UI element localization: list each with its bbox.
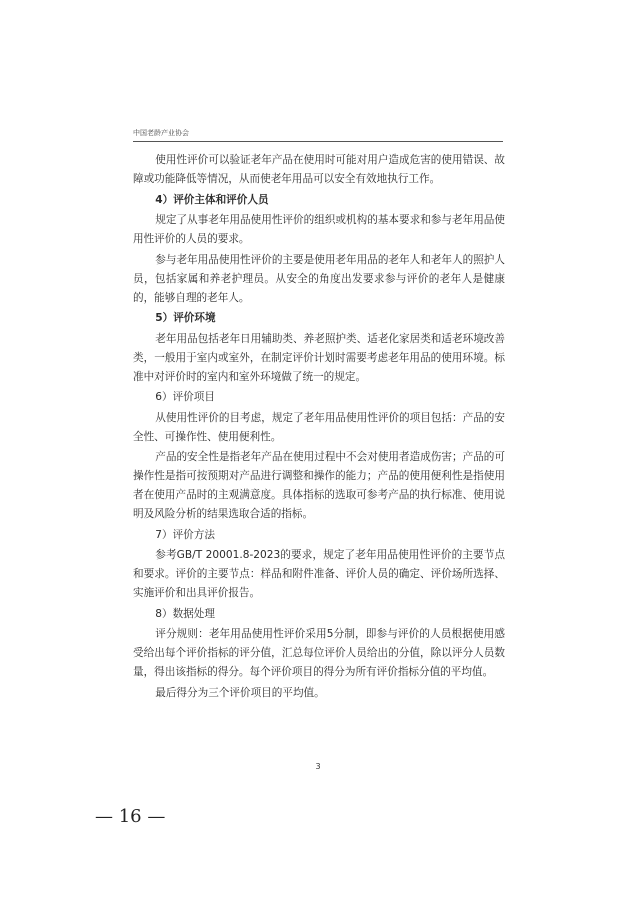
paragraph: 参考GB/T 20001.8-2023的要求，规定了老年用品使用性评价的主要节点和要求。评价的主要节点：样品和附件准备、评价人员的确定、评价场所选择、实施评价和出具评价报告。 (133, 549, 505, 599)
header-rule (133, 141, 503, 142)
section-heading: 6）评价项目 (155, 391, 215, 403)
paragraph: 从使用性评价的目考虑，规定了老年用品使用性评价的项目包括：产品的安全性、可操作性、使用便利性。 (133, 411, 505, 443)
paragraph: 最后得分为三个评价项目的平均值。 (155, 686, 325, 699)
header-organization: 中国老龄产业协会 (133, 129, 189, 137)
section-heading: 8）数据处理 (155, 607, 215, 620)
paragraph: 产品的安全性是指老年产品在使用过程中不会对使用者造成伤害；产品的可操作性是指可按预期对产品进行调整和操作的能力；产品的使用便利性是指使用者在使用产品时的主观满意度。具体指标的选取可参考产品的执行标准、使用说明及风险分析的结果选取合适的指标。 (133, 451, 505, 520)
section-heading: 4）评价主体和评价人员 (155, 193, 269, 206)
section-heading: 7）评价方法 (155, 528, 215, 541)
paragraph: 参与老年用品使用性评价的主要是使用老年用品的老年人和老年人的照护人员，包括家属和养老护理员。从安全的角度出发要求参与评价的老年人是健康的，能够自理的老年人。 (133, 253, 505, 304)
document-body (133, 151, 505, 704)
booklet-page-number: — 16 — (95, 806, 166, 827)
paragraph: 评分规则：老年用品使用性评价采用5分制，即参与评价的人员根据使用感受给出每个评价指标的评分值，汇总每位评价人员给出的分值，除以评分人员数量，得出该指标的得分。每个评价项目的得分为所有评价指标分值的平均值。 (133, 628, 505, 678)
section-heading: 5）评价环境 (155, 312, 216, 324)
paragraph: 老年用品包括老年日用辅助类、养老照护类、适老化家居类和适老环境改善类，一般用于室内或室外，在制定评价计划时需要考虑老年用品的使用环境。标准中对评价时的室内和室外环境做了统一的规定。 (133, 332, 505, 383)
page-number: 3 (315, 762, 321, 771)
paragraph: 使用性评价可以验证老年产品在使用时可能对用户造成危害的使用错误、故障或功能降低等情况，从而使老年用品可以安全有效地执行工作。 (133, 154, 505, 185)
paragraph: 规定了从事老年用品使用性评价的组织或机构的基本要求和参与老年用品使用性评价的人员的要求。 (133, 214, 505, 245)
